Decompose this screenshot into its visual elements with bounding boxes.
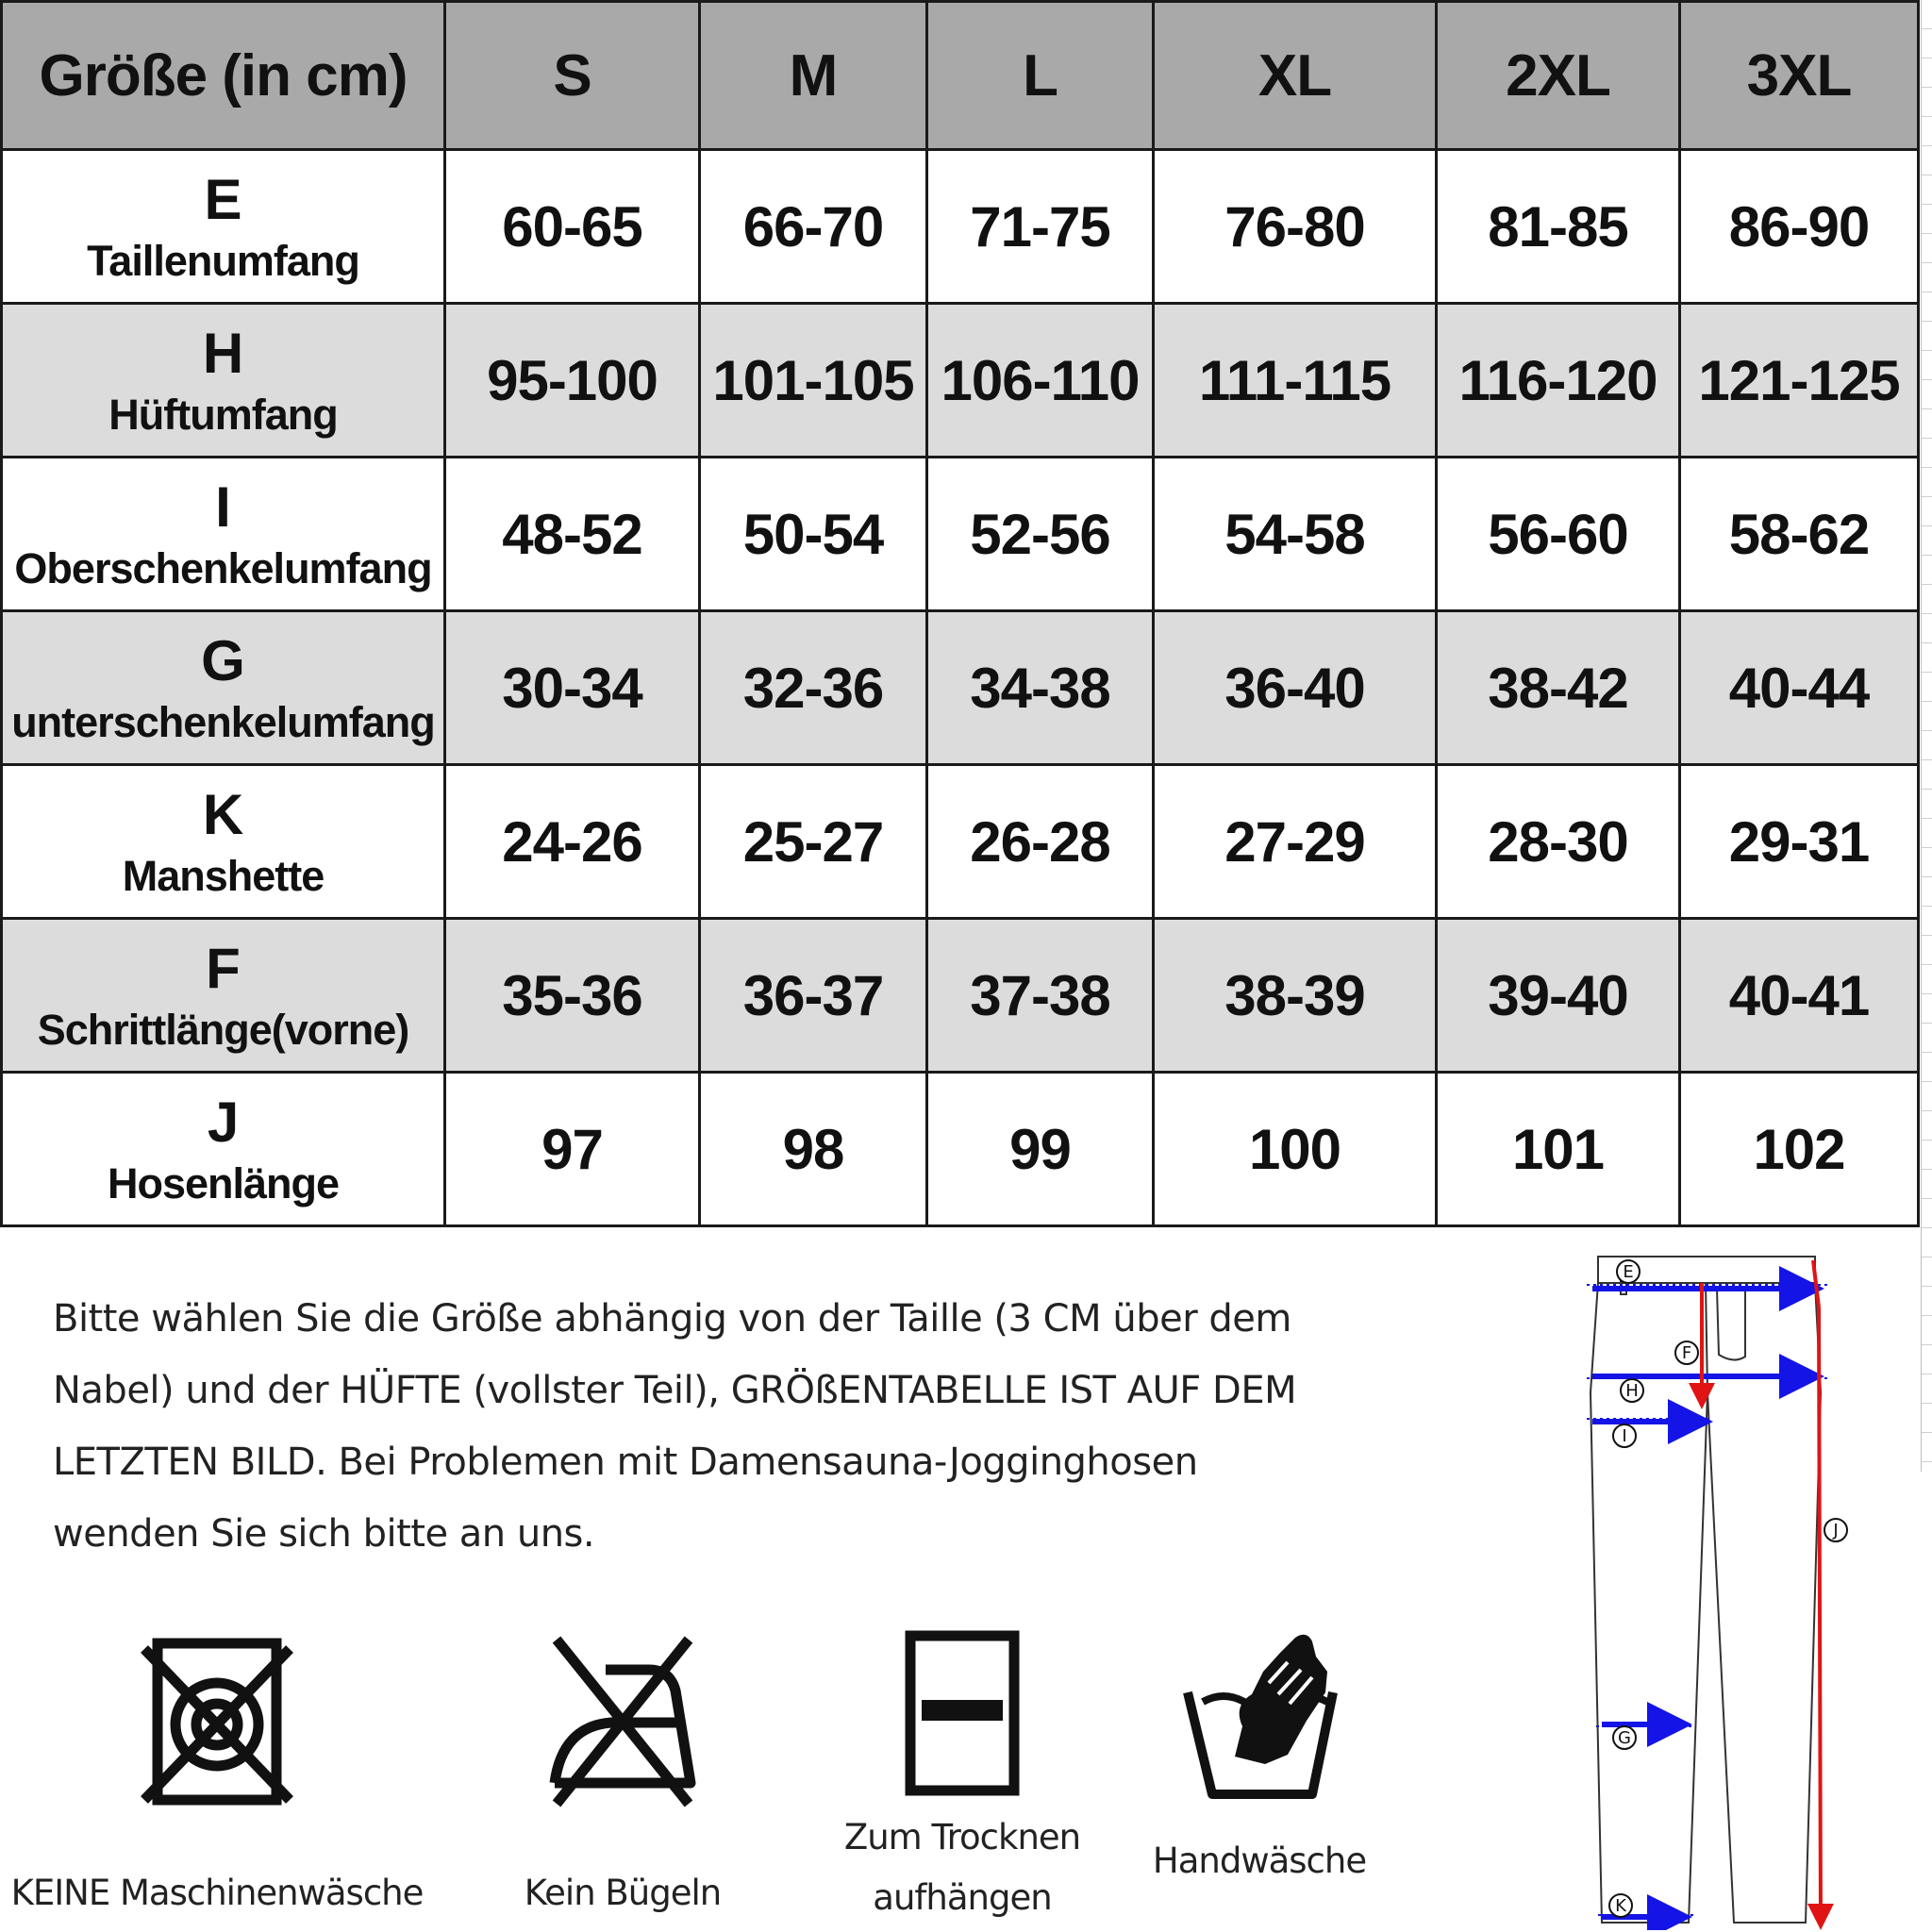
- cell-value: 86-90: [1728, 194, 1870, 258]
- cell-value: 30-34: [502, 656, 642, 720]
- cell-value: 101: [1511, 1117, 1605, 1181]
- cell-value: 25-27: [742, 809, 884, 874]
- marker-letter: G: [1618, 1728, 1631, 1748]
- cell-value: 56-60: [1488, 502, 1628, 566]
- table-row-length: [2, 1073, 1919, 1226]
- cell-value: 111-115: [1198, 348, 1391, 412]
- cell-value: 81-85: [1488, 194, 1628, 258]
- table-cell: [1154, 150, 1437, 304]
- row-label: [2, 919, 445, 1073]
- marker-letter: K: [1615, 1896, 1626, 1916]
- cell-value: 98: [782, 1117, 844, 1181]
- cell-value: 58-62: [1728, 502, 1870, 566]
- table-cell: [1437, 919, 1680, 1073]
- table-cell: [927, 304, 1154, 458]
- table-cell: [700, 1073, 927, 1226]
- hand-wash-icon: [1174, 1615, 1344, 1804]
- marker-letter: F: [1681, 1343, 1692, 1363]
- note-line: Bitte wählen Sie die Größe abhängig von der Taille (3 CM über dem: [53, 1297, 1291, 1341]
- table-cell: [445, 611, 700, 765]
- front-pocket: [1717, 1289, 1745, 1360]
- cell-value: 121-125: [1698, 348, 1900, 412]
- table-row-thigh: [2, 458, 1919, 611]
- table-cell: [445, 458, 700, 611]
- cell-value: 100: [1248, 1117, 1341, 1181]
- cell-value: 39-40: [1488, 963, 1628, 1027]
- row-label: [2, 458, 445, 611]
- cell-value: 32-36: [742, 656, 884, 720]
- header-size-l: L: [927, 2, 1154, 150]
- care-line-dry: [821, 1628, 1104, 1928]
- cell-value: 95-100: [487, 348, 658, 412]
- row-name: Taillenumfang: [87, 237, 359, 285]
- row-label: [2, 1073, 445, 1226]
- table-cell: [1437, 150, 1680, 304]
- row-name: Oberschenkelumfang: [14, 544, 432, 592]
- cell-value: 50-54: [742, 502, 884, 566]
- note-line: LETZTEN BILD. Bei Problemen mit Damensauna-Jogginghosen: [53, 1441, 1198, 1484]
- cell-value: 26-28: [970, 809, 1110, 874]
- cell-value: 76-80: [1224, 194, 1365, 258]
- table-cell: [700, 611, 927, 765]
- marker-h: [1621, 1379, 1643, 1402]
- cell-value: 38-42: [1488, 656, 1628, 720]
- cell-value: 27-29: [1224, 809, 1365, 874]
- row-label: [2, 611, 445, 765]
- cell-value: 40-41: [1728, 963, 1870, 1027]
- table-row-inseam: [2, 919, 1919, 1073]
- care-hand-wash: [1123, 1615, 1396, 1892]
- care-no-ironing: [491, 1632, 755, 1924]
- table-cell: [700, 458, 927, 611]
- table-cell: [700, 919, 927, 1073]
- table-cell: [1154, 1073, 1437, 1226]
- marker-e: [1617, 1260, 1640, 1283]
- row-label: [2, 765, 445, 919]
- table-cell: [927, 458, 1154, 611]
- table-cell: [927, 611, 1154, 765]
- no-machine-wash-icon: [137, 1632, 297, 1811]
- cell-value: 101-105: [712, 348, 914, 412]
- table-cell: [700, 765, 927, 919]
- row-label: [2, 150, 445, 304]
- table-row-cuff: [2, 765, 1919, 919]
- size-advice-note: [53, 1283, 1392, 1570]
- table-cell: [1154, 919, 1437, 1073]
- note-line: wenden Sie sich bitte an uns.: [53, 1512, 595, 1556]
- table-cell: [1680, 304, 1919, 458]
- table-row-calf: [2, 611, 1919, 765]
- cell-value: 52-56: [970, 502, 1110, 566]
- table-row-hip: [2, 304, 1919, 458]
- cell-value: 36-37: [742, 963, 884, 1027]
- table-cell: [445, 765, 700, 919]
- cell-value: 99: [1009, 1117, 1071, 1181]
- marker-g: [1613, 1726, 1636, 1749]
- marker-letter: H: [1625, 1381, 1639, 1401]
- marker-i: [1613, 1424, 1636, 1447]
- cell-value: 37-38: [970, 963, 1110, 1027]
- care-no-machine-wash: [9, 1632, 425, 1924]
- header-size-3xl: 3XL: [1680, 2, 1919, 150]
- row-label: [2, 304, 445, 458]
- care-label: Handwäsche: [1152, 1840, 1367, 1881]
- cell-value: 71-75: [970, 194, 1110, 258]
- cell-value: 34-38: [970, 656, 1110, 720]
- row-name: Manshette: [122, 852, 325, 900]
- table-cell: [1154, 458, 1437, 611]
- pants-measurement-diagram: [1583, 1251, 1857, 1930]
- marker-j: [1824, 1519, 1847, 1541]
- row-name: Hüftumfang: [108, 391, 338, 439]
- marker-letter: I: [1622, 1426, 1627, 1446]
- cell-value: 60-65: [502, 194, 642, 258]
- marker-f: [1675, 1341, 1698, 1364]
- table-cell: [1680, 765, 1919, 919]
- row-name: unterschenkelumfang: [11, 698, 435, 746]
- cell-value: 54-58: [1224, 502, 1365, 566]
- table-cell: [927, 765, 1154, 919]
- care-label-line: aufhängen: [873, 1877, 1052, 1918]
- row-letter: K: [202, 783, 244, 846]
- cell-value: 29-31: [1728, 809, 1870, 874]
- row-name: Schrittlänge(vorne): [37, 1006, 409, 1054]
- table-cell: [1437, 458, 1680, 611]
- no-ironing-icon: [538, 1632, 708, 1811]
- cell-value: 66-70: [742, 194, 884, 258]
- table-cell: [927, 150, 1154, 304]
- row-letter: I: [215, 475, 231, 539]
- header-size-xl: XL: [1154, 2, 1437, 150]
- cell-value: 106-110: [941, 348, 1140, 412]
- marker-letter: E: [1623, 1262, 1634, 1282]
- table-cell: [927, 1073, 1154, 1226]
- care-label: KEINE Maschinenwäsche: [10, 1873, 424, 1913]
- table-cell: [1154, 765, 1437, 919]
- cell-value: 48-52: [502, 502, 642, 566]
- row-letter: H: [202, 322, 244, 385]
- header-size-2xl: 2XL: [1437, 2, 1680, 150]
- table-cell: [1437, 1073, 1680, 1226]
- table-cell: [445, 919, 700, 1073]
- table-cell: [1437, 304, 1680, 458]
- table-cell: [1680, 150, 1919, 304]
- header-size-s: S: [445, 2, 700, 150]
- cell-value: 28-30: [1488, 809, 1628, 874]
- row-letter: G: [201, 629, 245, 692]
- marker-k: [1609, 1894, 1632, 1917]
- row-letter: E: [204, 168, 242, 231]
- marker-letter: J: [1833, 1521, 1839, 1541]
- cell-value: 35-36: [502, 963, 642, 1027]
- cell-value: 116-120: [1458, 348, 1657, 412]
- table-cell: [1680, 919, 1919, 1073]
- table-cell: [1680, 1073, 1919, 1226]
- table-cell: [1154, 304, 1437, 458]
- outseam-arrow: [1819, 1307, 1821, 1923]
- cell-value: 40-44: [1728, 656, 1870, 720]
- table-cell: [1437, 765, 1680, 919]
- table-cell: [927, 919, 1154, 1073]
- table-cell: [700, 304, 927, 458]
- row-name: Hosenlänge: [107, 1159, 340, 1208]
- table-cell: [445, 1073, 700, 1226]
- header-size-m: M: [700, 2, 927, 150]
- note-line: Nabel) und der HÜFTE (vollster Teil), GRÖßENTABELLE IST AUF DEM: [53, 1369, 1297, 1412]
- spreadsheet-edge: [1921, 0, 1932, 1472]
- table-cell: [1680, 611, 1919, 765]
- row-letter: F: [206, 937, 241, 1000]
- care-label-line: Zum Trocknen: [843, 1817, 1081, 1857]
- line-dry-icon: [901, 1628, 1024, 1798]
- header-size-label: Größe (in cm): [2, 2, 445, 150]
- table-cell: [1680, 458, 1919, 611]
- cell-value: 97: [541, 1117, 603, 1181]
- row-letter: J: [207, 1091, 240, 1154]
- table-cell: [1154, 611, 1437, 765]
- cell-value: 36-40: [1224, 656, 1365, 720]
- table-cell: [700, 150, 927, 304]
- table-cell: [1437, 611, 1680, 765]
- care-label: [821, 1807, 1104, 1928]
- cell-value: 38-39: [1224, 963, 1365, 1027]
- table-cell: [445, 304, 700, 458]
- cell-value: 102: [1753, 1117, 1845, 1181]
- care-label: Kein Bügeln: [524, 1873, 722, 1913]
- table-cell: [445, 150, 700, 304]
- table-row-waist: [2, 150, 1919, 304]
- cell-value: 24-26: [502, 809, 642, 874]
- table-header-row: [2, 2, 1919, 150]
